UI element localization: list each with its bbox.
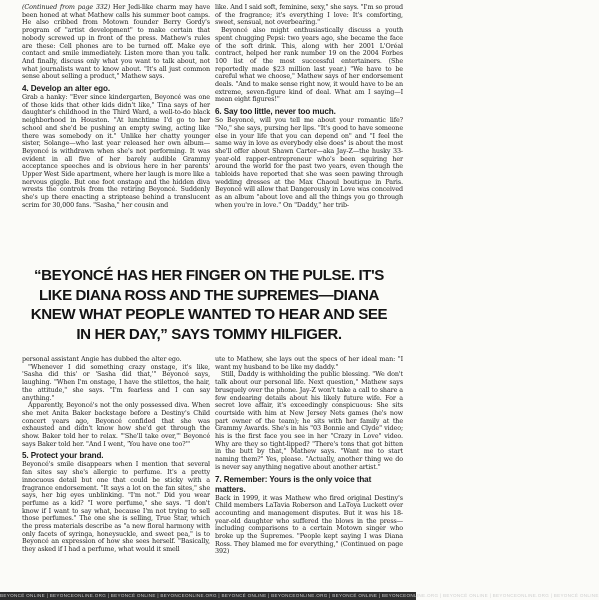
paragraph: Apparently, Beyoncé's not the only possessed diva. When she met Anita Baker backstage before a Destiny's Child concert years ago, Beyoncé confided that she was exhausted and didn't know how she'd get through the show. Baker told her to relax. "'She'll take over,'" Beyoncé says Baker told her. "And I went, 'You have one too?'": [22, 401, 210, 448]
paragraph: So Beyoncé, will you tell me about your romantic life? "No," she says, pursing her lips. "It's good to have someone else in your life that you can depend on" and "I feel the same way in love as everybody else does" is about the most she'll offer about Shawn Carter—aka Jay-Z—the husky 33-year-old rapper-entrepreneur who's been squiring her around the world for the past two years, even though the tabloids have reported that she was seen pawing through wedding dresses at the Max Chaoul boutique in Paris. Beyoncé will allow that Dangerously in Love was conceived as an album "about love and all the things you go through when you're in love." On "Daddy," her trib-: [215, 116, 403, 209]
section-heading-6: 6. Say too little, never too much.: [215, 107, 336, 117]
section-heading-7: 7. Remember: Yours is the only voice that matters.: [215, 474, 372, 494]
pull-quote: “BEYONCÉ HAS HER FINGER ON THE PULSE. IT'S LIKE DIANA ROSS AND THE SUPREMES—DIANA KNEW WHAT PEOPLE WANTED TO HEAR AND SEE IN HER DAY,” SAYS TOMMY HILFIGER.: [30, 267, 388, 344]
column-bottom-right: [215, 356, 403, 588]
paragraph: Beyoncé's smile disappears when I mention that several fan sites say she's allergic to perfume. It's a pretty innocuous detail but one that could be sticky with a fragrance endorsement. "It says a lot on the fan sites," she says, her big eyes unblinking. "I'm not." Did you wear perfume as a kid? "I wore perfume," she says. "I don't know if I want to say what, because I'm not trying to sell those perfumes." The one she is selling, True Star, which the press materials describe as "a new floral harmony with only facets of syringa, honeysuckle, and sweet pea," is to Beyoncé an expression of how she sees herself. "Basically, they asked if I had a perfume, what would it smell: [22, 460, 210, 554]
paragraph: Back in 1999, it was Mathew who fired original Destiny's Child members LaTavia Roberson and LaToya Luckett over accounting and management disputes. But it was his 18-year-old daughter who suffered the blows in the press—including comparisons to a certain Motown singer who broke up the Supremes. "People kept saying I was Diana Ross. They blamed me for everything," (Continued on page 392): [215, 493, 403, 556]
column-top-left: [22, 4, 210, 260]
paragraph: ute to Mathew, she lays out the specs of her ideal man: "I want my husband to be like my daddy.": [215, 355, 403, 371]
section-heading-5: 5. Protect your brand.: [22, 451, 104, 461]
paragraph: like. And I said soft, feminine, sexy," she says. "I'm so proud of the fragrance; it's everything I love: It's comforting, sweet, sensual, not overbearing.": [215, 3, 404, 27]
paragraph: Grab a hanky: "Ever since kindergarten, Beyoncé was one of those kids that other kids didn't like," Tina says of her daughter's childhood in the Third Ward, a well-to-do black neighborhood in Houston. "At lunchtime I'd go to her school and she'd be pushing an empty swing, acting like there was somebody on it." Unlike her chatty younger sister, Solange—who last year released her own album—Beyoncé is withdrawn when she's not performing. It was evident in all five of her barely audible Grammy acceptance speeches and is obvious here in her parents' Upper West Side apartment, where her laugh is more like a nervous giggle. But one foot onstage and the hidden diva wrests the controls from the retiring Beyoncé. Suddenly she's up there enacting a striptease behind a translucent scrim for 30,000 fans. "Sasha," her cousin and: [22, 93, 210, 209]
paragraph-text: Her Jedi-like charm may have been honed at what Mathew calls his summer boot camps. He also cribbed from Motown founder Berry Gordy's program of "artist development" to make certain that nobody screwed up in front of the press. Mathew's rules are these: Cell phones are to be turned off. Make eye contact and smile immediately. Listen more than you talk. And finally, discuss only what you want to talk about, not what journalists want to know about. "It's all just common sense about selling a product," Mathew says.: [22, 3, 210, 81]
paragraph: [22, 4, 210, 81]
paragraph: "Whenever I did something crazy onstage, it's like, 'Sasha did this' or 'Sasha did that,'" Beyoncé says, laughing. "When I'm onstage, I have the stilettos, the hair, the attitude," she says. "I'm fearless and I can say anything.": [22, 362, 210, 402]
section-heading-4: 4. Develop an alter ego.: [22, 84, 111, 94]
paragraph: Beyoncé also might enthusiastically discuss a youth spent chugging Pepsi: two years ago, she became the face of the soft drink. This, along with her 2001 L'Oréal contract, helped her rank number 19 on the 2004 Forbes 100 list of the most successful entertainers. (She reportedly made $23 million last year.) "We have to be careful what we choose," Mathew says of her endorsement deals. "And to make sense right now, it would have to be an extreme, seven-figure kind of deal. What am I saying—I mean eight figures!": [215, 26, 403, 104]
continued-from-label: (Continued from page 332): [22, 3, 111, 11]
paragraph: personal assistant Angie has dubbed the alter ego.: [22, 355, 182, 363]
column-top-right: [215, 4, 403, 260]
paragraph: Still, Daddy is withholding the public blessing. "We don't talk about our personal life. Next question," Mathew says brusquely over the phone. Jay-Z won't take a call to share a few endearing details about his likely future wife. For a secret love affair, it's exceedingly conspicuous: She sits courtside with him at New Jersey Nets games (he's now part owner of the team); he sits with her family at the Grammy Awards. She's in his "03 Bonnie and Clyde" video; his is the first face you see in her "Crazy in Love" video. Why are they so tight-lipped? "There's tons that got bitten in the butt by that," Mathew says. "Want me to start naming them?" Yes, please. "Actually, another thing we do is never say anything negative about another artist.": [215, 370, 403, 471]
watermark-footer-strip: BEYONCÉ ONLINE | BEYONCEONLINE.ORG | BEYONCÉ ONLINE | BEYONCEONLINE.ORG | BEYONCÉ ONLINE | BEYONCEONLINE.ORG | BEYONCÉ ONLINE | BEYONCEONLINE.ORG | BEYONCÉ ONLINE | BEYONCEONLINE.ORG | BEYONCÉ ONLINE: [0, 593, 599, 598]
column-bottom-left: [22, 356, 210, 588]
